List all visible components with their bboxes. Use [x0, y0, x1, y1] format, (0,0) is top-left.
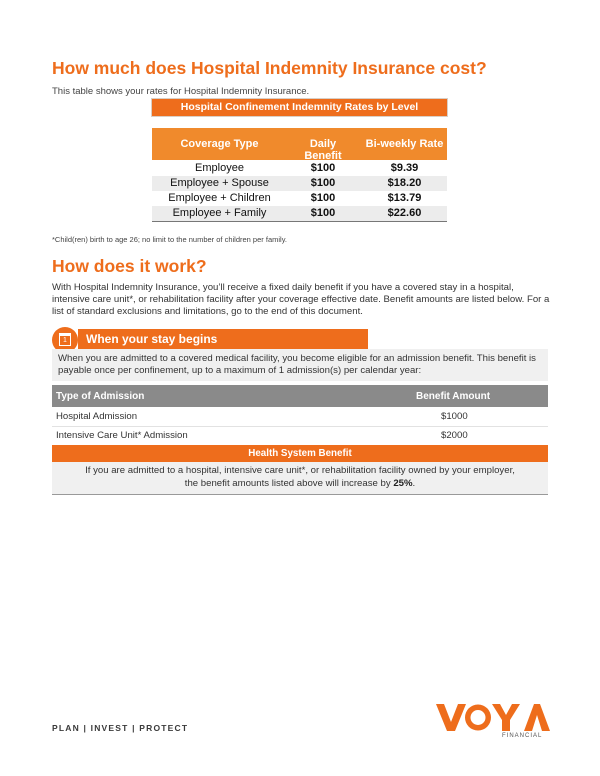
children-footnote: *Child(ren) birth to age 26; no limit to the number of children per family. [52, 235, 287, 244]
col-type-of-admission: Type of Admission [56, 391, 145, 402]
coverage-type-cell: Employee [195, 162, 244, 174]
table-row [152, 161, 447, 176]
benefit-amount-cell: $2000 [441, 430, 468, 441]
health-system-title: Health System Benefit [52, 445, 548, 462]
logo-subtitle: FINANCIAL [502, 733, 543, 739]
coverage-type-cell: Employee + Children [168, 192, 271, 204]
cost-intro: This table shows your rates for Hospital Indemnity Insurance. [52, 86, 310, 97]
rates-table-header [152, 128, 447, 160]
health-system-line2-text: the benefit amounts listed above will increase by [184, 477, 394, 489]
col-biweekly-rate: Bi-weekly Rate [365, 138, 444, 150]
daily-benefit-cell: $100 [310, 207, 336, 219]
step-description: When you are admitted to a covered medical facility, you become eligible for an admission benefit. This benefit is payable once per confinement, up to a maximum of 1 admission(s) per calendar year: [52, 349, 548, 381]
health-system-line2 [52, 478, 548, 491]
biweekly-rate-cell: $9.39 [390, 162, 419, 174]
rates-table-title: Hospital Confinement Indemnity Rates by Level [152, 99, 447, 116]
calendar-icon: 1 [59, 333, 71, 346]
table-row [52, 407, 548, 427]
health-system-description [52, 462, 548, 495]
table-row [152, 176, 447, 191]
daily-benefit-cell: $100 [310, 162, 336, 174]
health-system-line2-end: . [412, 477, 416, 489]
admission-type-cell: Hospital Admission [56, 411, 138, 422]
admission-table-header [52, 385, 548, 407]
health-system-line1: If you are admitted to a hospital, intensive care unit*, or rehabilitation facility owned by your employer, [85, 465, 515, 476]
coverage-type-cell: Employee + Spouse [170, 177, 269, 189]
daily-benefit-cell: $100 [310, 192, 336, 204]
admission-type-cell: Intensive Care Unit* Admission [56, 430, 188, 441]
footer-tagline: PLAN | INVEST | PROTECT [52, 723, 189, 733]
how-description: With Hospital Indemnity Insurance, you’ll receive a fixed daily benefit if you have a covered stay in a hospital, intensive care unit*, or rehabilitation facility after your coverage effective date. Benefit amounts are listed below. For a list of standard exclusions and limitations, go to the end of this document. [52, 282, 550, 317]
table-row [52, 426, 548, 446]
table-row [152, 206, 447, 221]
benefit-amount-cell: $1000 [441, 411, 468, 422]
step-title: When your stay begins [78, 329, 368, 349]
biweekly-rate-cell: $18.20 [387, 177, 422, 189]
daily-benefit-cell: $100 [310, 177, 336, 189]
col-daily-benefit: Daily Benefit [304, 138, 342, 162]
cost-heading: How much does Hospital Indemnity Insurance cost? [52, 58, 487, 78]
table-divider [152, 221, 447, 222]
increase-percent: 25% [393, 477, 413, 489]
biweekly-rate-cell: $13.79 [387, 192, 422, 204]
how-heading: How does it work? [52, 256, 207, 276]
biweekly-rate-cell: $22.60 [387, 207, 422, 219]
col-coverage-type: Coverage Type [180, 138, 259, 150]
coverage-type-cell: Employee + Family [172, 207, 267, 219]
table-row [152, 191, 447, 206]
col-benefit-amount: Benefit Amount [416, 391, 491, 402]
voya-logo-mark [434, 700, 550, 734]
